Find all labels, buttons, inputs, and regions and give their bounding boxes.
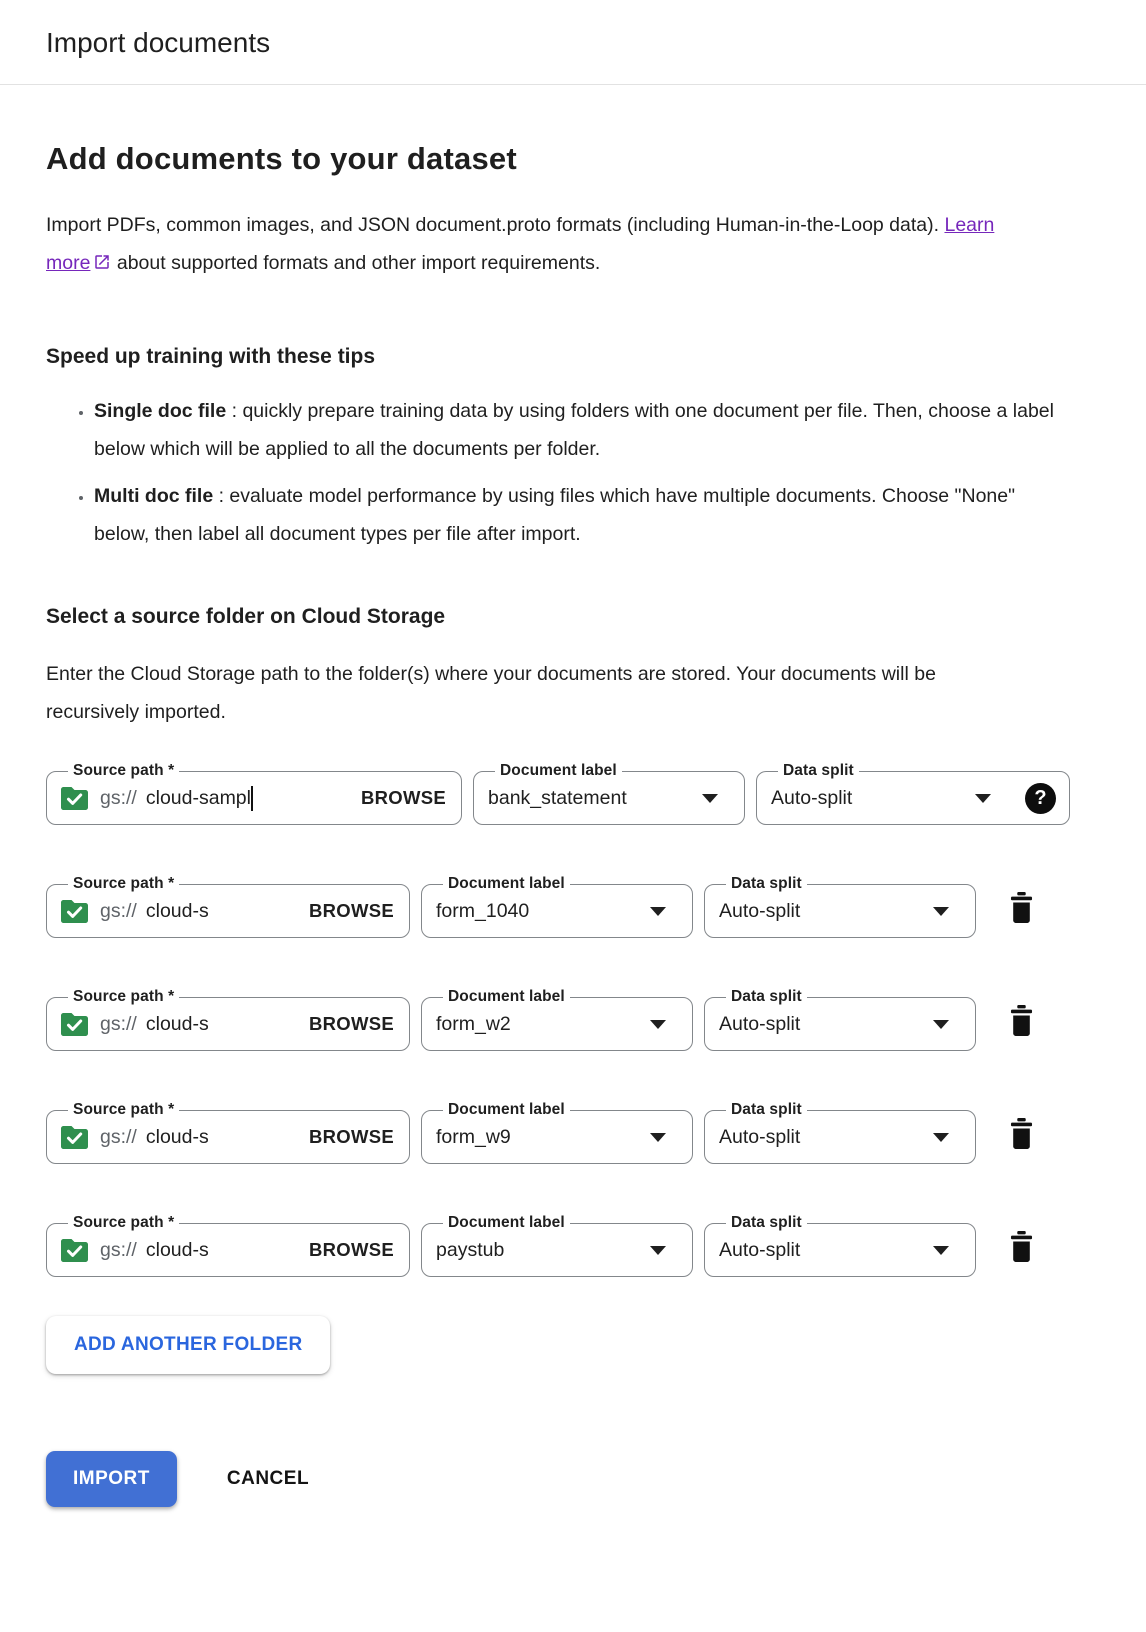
- learn-more-link[interactable]: Learn more: [46, 214, 995, 274]
- folder-check-icon: [61, 1239, 88, 1262]
- main-content: [0, 141, 1146, 1507]
- tip-lead: Single doc file: [94, 400, 227, 422]
- chevron-down-icon: [650, 1246, 666, 1255]
- chevron-down-icon: [650, 1020, 666, 1029]
- folder-check-icon: [61, 900, 88, 923]
- browse-button[interactable]: BROWSE: [308, 1239, 394, 1260]
- delete-row-button[interactable]: [1008, 1118, 1035, 1152]
- data-split-field[interactable]: [704, 875, 976, 938]
- document-label-label: Document label: [448, 875, 565, 892]
- source-path-field: [46, 762, 462, 825]
- page-title: Add documents to your dataset: [46, 141, 517, 176]
- data-split-value: Auto-split: [719, 1125, 801, 1148]
- source-path-field: [46, 1101, 410, 1164]
- document-label-value: form_w9: [436, 1125, 511, 1148]
- gs-prefix: gs://: [100, 899, 137, 922]
- source-path-label: Source path *: [73, 1214, 175, 1231]
- browse-button[interactable]: BROWSE: [308, 1126, 394, 1147]
- import-button[interactable]: IMPORT: [46, 1451, 177, 1507]
- source-folder-row: [46, 988, 1100, 1051]
- chevron-down-icon: [650, 1133, 666, 1142]
- browse-button[interactable]: BROWSE: [308, 900, 394, 921]
- data-split-label: Data split: [731, 1214, 802, 1231]
- open-in-new-icon: [90, 252, 111, 274]
- source-path-field: [46, 1214, 410, 1277]
- source-path-label: Source path *: [73, 762, 175, 779]
- tip-text: : quickly prepare training data by using folders with one document per file. Then, choose a label below which will be applied to all the documents per folder.: [94, 400, 1054, 460]
- source-path-input[interactable]: cloud-s: [145, 899, 209, 922]
- source-path-label: Source path *: [73, 875, 175, 892]
- trash-icon: [1008, 892, 1035, 926]
- trash-icon: [1008, 1005, 1035, 1039]
- tips-list: [46, 392, 1100, 553]
- data-split-label: Data split: [731, 988, 802, 1005]
- tip-single-doc: [94, 392, 1054, 468]
- text-caret: [251, 786, 253, 811]
- dialog-header: [0, 0, 1146, 85]
- source-folder-row: [46, 1101, 1100, 1164]
- document-label-label: Document label: [448, 1101, 565, 1118]
- tips-heading: Speed up training with these tips: [46, 345, 376, 368]
- intro-paragraph: [46, 206, 1036, 282]
- document-label-field[interactable]: [421, 1214, 693, 1277]
- tip-text: : evaluate model performance by using files which have multiple documents. Choose "None" below, then label all document types per file after import.: [94, 485, 1016, 545]
- delete-row-button[interactable]: [1008, 1005, 1035, 1039]
- source-folder-row: [46, 1214, 1100, 1277]
- data-split-field[interactable]: [756, 762, 1070, 825]
- chevron-down-icon: [933, 1020, 949, 1029]
- data-split-value: Auto-split: [719, 1012, 801, 1035]
- data-split-value: Auto-split: [771, 786, 853, 809]
- delete-row-button[interactable]: [1008, 1231, 1035, 1265]
- source-section-heading: Select a source folder on Cloud Storage: [46, 605, 446, 628]
- source-path-input[interactable]: cloud-s: [145, 1238, 209, 1261]
- chevron-down-icon: [702, 794, 718, 803]
- document-label-value: bank_statement: [488, 786, 627, 809]
- cancel-button[interactable]: CANCEL: [226, 1468, 310, 1489]
- tip-multi-doc: [94, 477, 1054, 553]
- chevron-down-icon: [933, 1246, 949, 1255]
- gs-prefix: gs://: [100, 1238, 137, 1261]
- source-path-label: Source path *: [73, 988, 175, 1005]
- document-label-value: form_1040: [436, 899, 530, 922]
- source-section-description: Enter the Cloud Storage path to the folder(s) where your documents are stored. Your documents will be recursively imported.: [46, 663, 936, 723]
- document-label-label: Document label: [448, 988, 565, 1005]
- data-split-field[interactable]: [704, 1214, 976, 1277]
- document-label-value: form_w2: [436, 1012, 511, 1035]
- delete-row-button[interactable]: [1008, 892, 1035, 926]
- dialog-actions: [46, 1451, 1100, 1507]
- gs-prefix: gs://: [100, 786, 137, 809]
- browse-button[interactable]: BROWSE: [360, 787, 446, 808]
- document-label-field[interactable]: [473, 762, 745, 825]
- document-label-field[interactable]: [421, 988, 693, 1051]
- source-path-field: [46, 875, 410, 938]
- data-split-label: Data split: [783, 762, 854, 779]
- source-path-input[interactable]: cloud-sampl: [145, 786, 251, 809]
- gs-prefix: gs://: [100, 1012, 137, 1035]
- document-label-label: Document label: [500, 762, 617, 779]
- folder-check-icon: [61, 787, 88, 810]
- source-path-input[interactable]: cloud-s: [145, 1125, 209, 1148]
- data-split-value: Auto-split: [719, 1238, 801, 1261]
- chevron-down-icon: [933, 907, 949, 916]
- trash-icon: [1008, 1231, 1035, 1265]
- data-split-value: Auto-split: [719, 899, 801, 922]
- intro-text-after: about supported formats and other import requirements.: [111, 252, 601, 274]
- chevron-down-icon: [650, 907, 666, 916]
- source-folder-row: [46, 875, 1100, 938]
- source-path-field: [46, 988, 410, 1051]
- help-icon[interactable]: ?: [1025, 783, 1056, 814]
- data-split-label: Data split: [731, 875, 802, 892]
- tip-lead: Multi doc file: [94, 485, 214, 507]
- document-label-value: paystub: [436, 1238, 505, 1261]
- source-folder-row: [46, 762, 1100, 825]
- add-another-folder-button[interactable]: ADD ANOTHER FOLDER: [46, 1316, 330, 1374]
- folder-check-icon: [61, 1013, 88, 1036]
- document-label-label: Document label: [448, 1214, 565, 1231]
- data-split-field[interactable]: [704, 988, 976, 1051]
- document-label-field[interactable]: [421, 1101, 693, 1164]
- intro-text-before: Import PDFs, common images, and JSON document.proto formats (including Human-in-the-Loop data).: [46, 214, 945, 236]
- data-split-field[interactable]: [704, 1101, 976, 1164]
- document-label-field[interactable]: [421, 875, 693, 938]
- chevron-down-icon: [975, 794, 991, 803]
- data-split-label: Data split: [731, 1101, 802, 1118]
- browse-button[interactable]: BROWSE: [308, 1013, 394, 1034]
- gs-prefix: gs://: [100, 1125, 137, 1148]
- folder-check-icon: [61, 1126, 88, 1149]
- rows-container: [46, 762, 1100, 1277]
- trash-icon: [1008, 1118, 1035, 1152]
- dialog-title: Import documents: [46, 27, 271, 58]
- chevron-down-icon: [933, 1133, 949, 1142]
- source-path-label: Source path *: [73, 1101, 175, 1118]
- source-path-input[interactable]: cloud-s: [145, 1012, 209, 1035]
